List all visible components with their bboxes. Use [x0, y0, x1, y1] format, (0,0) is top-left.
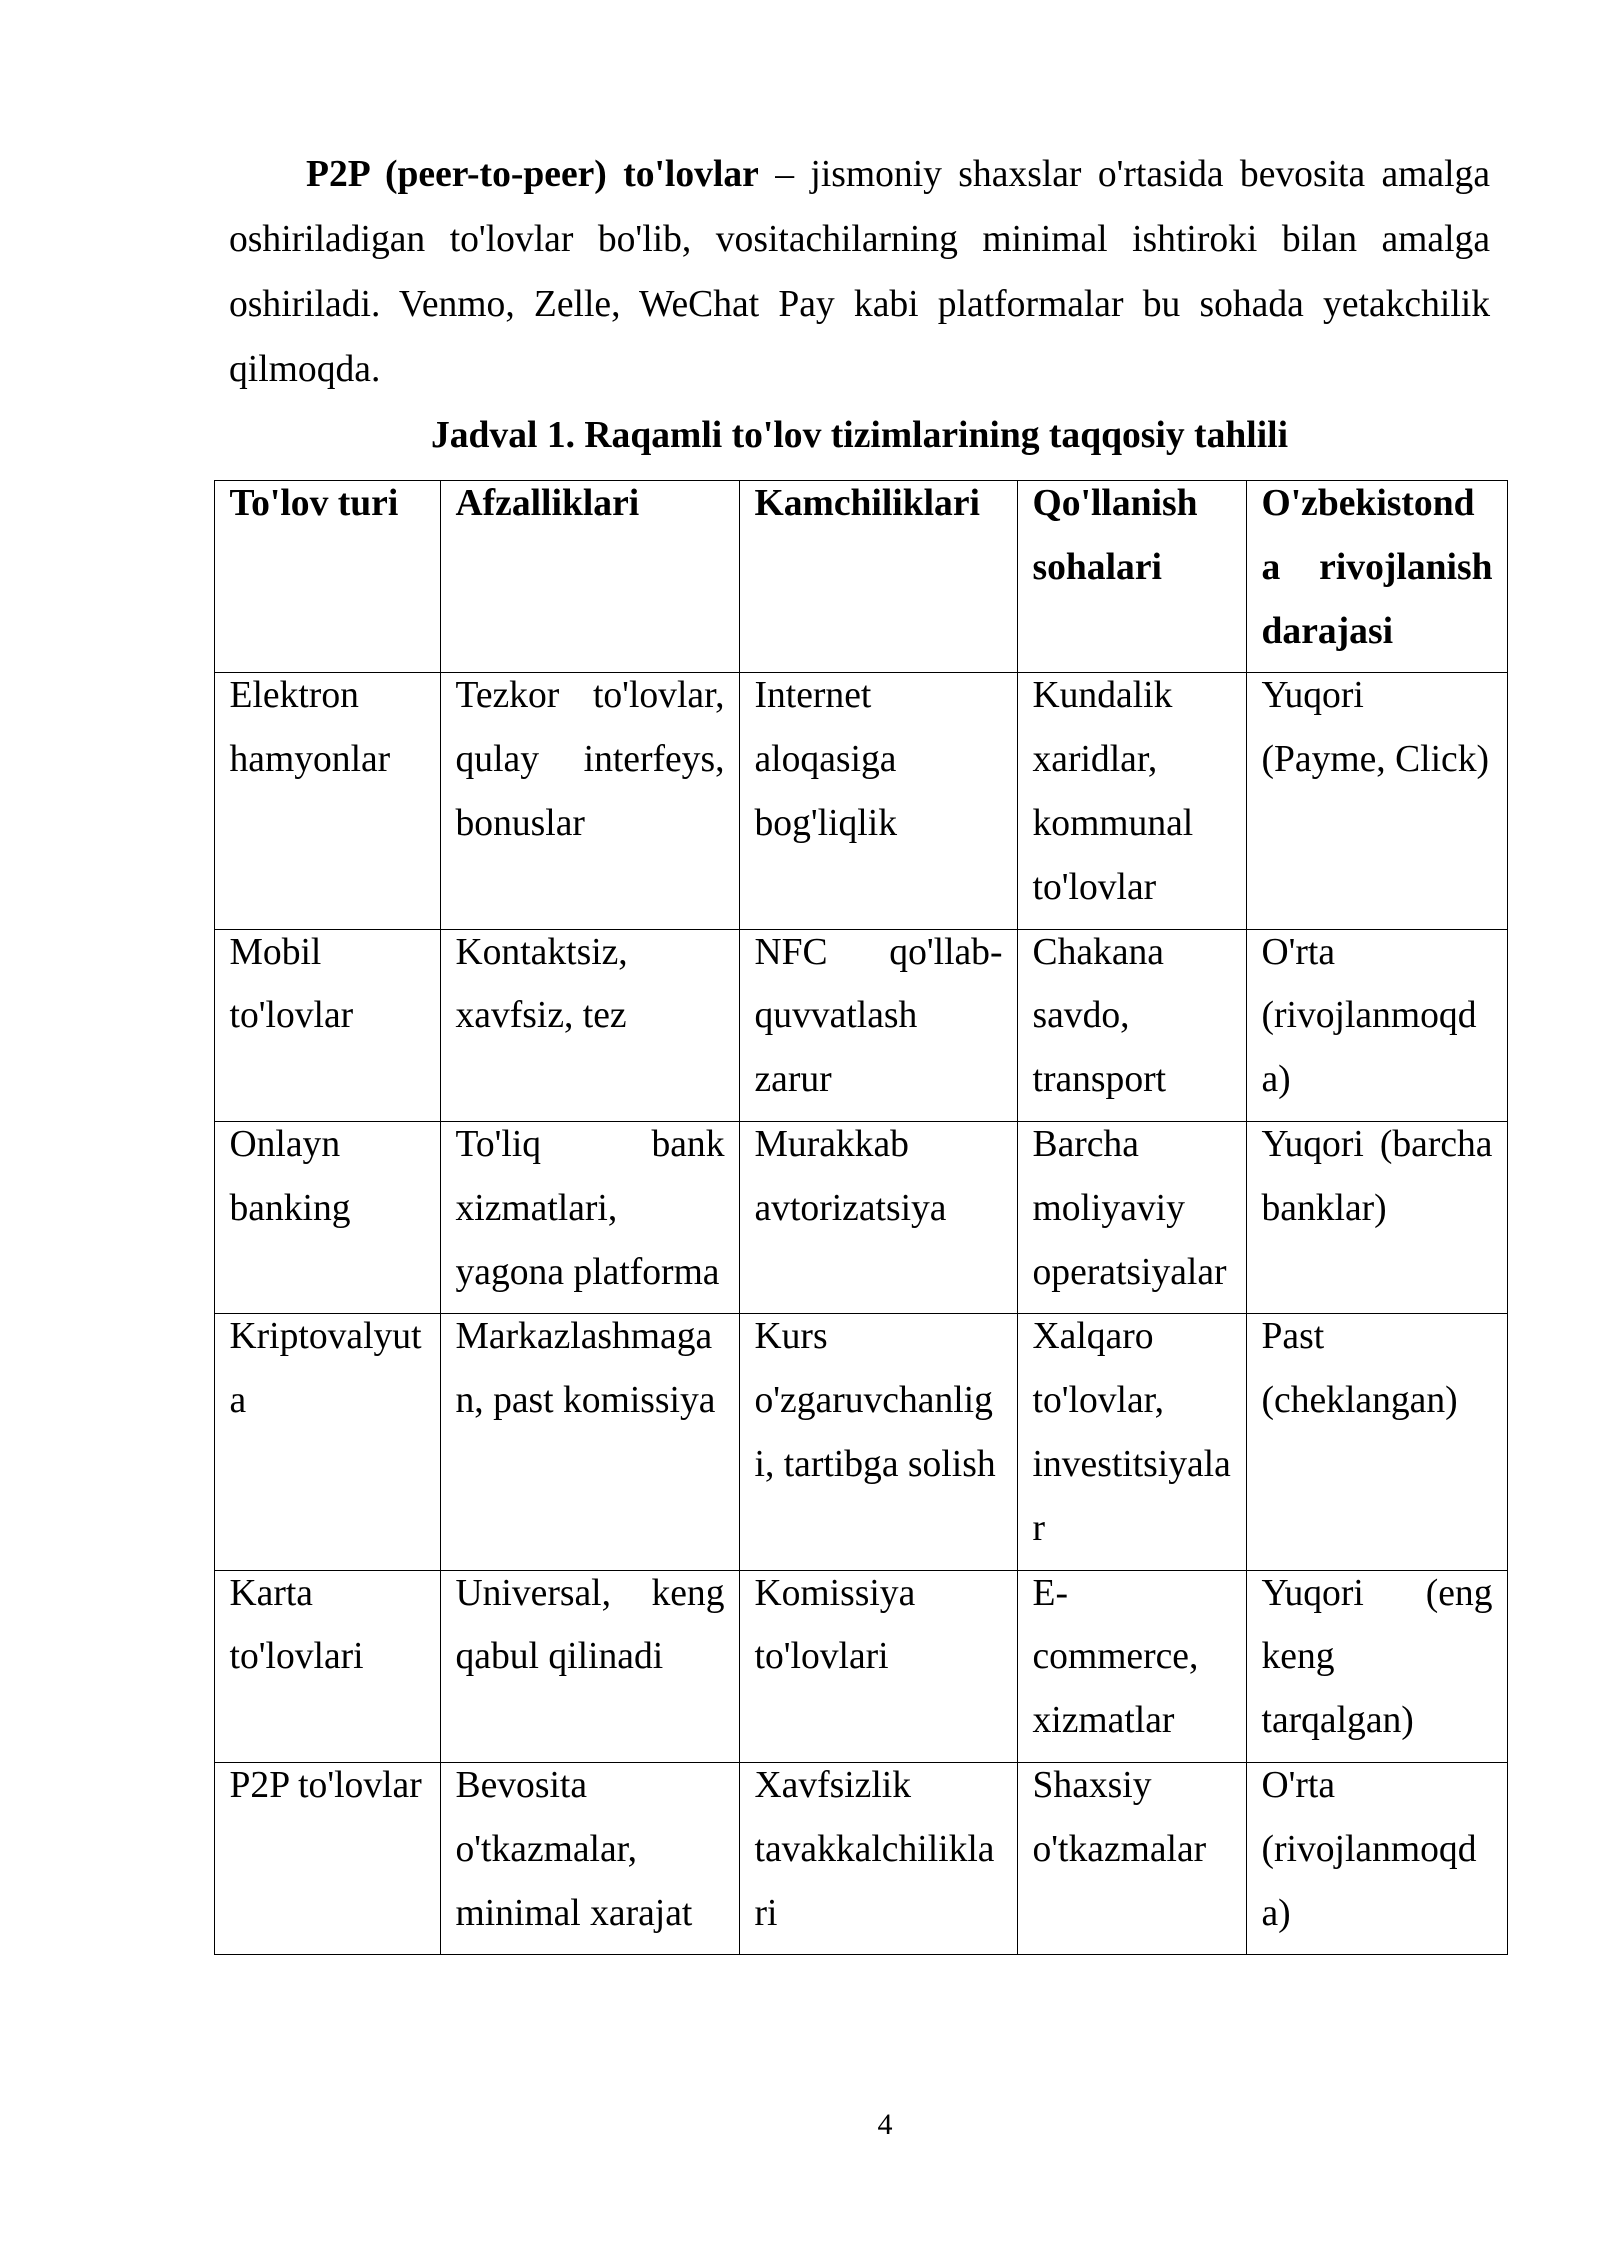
- cell-text: Yuqori (barcha banklar): [1261, 1123, 1493, 1229]
- header-uzbekistan-development: [1247, 481, 1508, 673]
- advantages-cell: [441, 1570, 740, 1762]
- cell-text: Kundalik xaridlar, kommunal to'lovlar: [1032, 675, 1194, 908]
- header-label: O'zbekistonda rivojlanish darajasi: [1261, 483, 1493, 652]
- uzbekistan-development-cell: [1247, 1314, 1508, 1570]
- cell-text: Kurs o'zgaruvchanligi, tartibga solish: [754, 1316, 996, 1485]
- application-areas-cell: [1018, 1314, 1247, 1570]
- advantages-cell: [441, 1762, 740, 1954]
- application-areas-cell: [1018, 1121, 1247, 1313]
- cell-text: Murakkab avtorizatsiya: [754, 1123, 947, 1229]
- payment-type-cell: [215, 1314, 441, 1570]
- payment-type-cell: [215, 1570, 441, 1762]
- payment-type-cell: [215, 929, 441, 1121]
- cell-text: Internet aloqasiga bog'liqlik: [754, 675, 897, 844]
- cell-text: Elektron hamyonlar: [229, 675, 391, 781]
- uzbekistan-development-cell: [1247, 673, 1508, 929]
- application-areas-cell: [1018, 1570, 1247, 1762]
- uzbekistan-development-cell: [1247, 1762, 1508, 1954]
- cell-text: Komissiya to'lovlari: [754, 1572, 916, 1678]
- table-row: [215, 673, 1508, 929]
- cell-text: Kriptovalyuta: [229, 1316, 422, 1422]
- cell-text: Kontaktsiz, xavfsiz, tez: [455, 931, 628, 1037]
- table-row: [215, 929, 1508, 1121]
- body-paragraph: [229, 142, 1490, 402]
- table-header-row: [215, 481, 1508, 673]
- header-disadvantages: [740, 481, 1018, 673]
- payment-type-cell: [215, 1121, 441, 1313]
- cell-text: Shaxsiy o'tkazmalar: [1032, 1764, 1207, 1870]
- disadvantages-cell: [740, 929, 1018, 1121]
- cell-text: Onlayn banking: [229, 1123, 351, 1229]
- table-row: [215, 1121, 1508, 1313]
- application-areas-cell: [1018, 929, 1247, 1121]
- header-payment-type: [215, 481, 441, 673]
- cell-text: O'rta (rivojlanmoqda): [1261, 1764, 1477, 1934]
- table-row: [215, 1314, 1508, 1570]
- cell-text: E-commerce, xizmatlar: [1032, 1572, 1199, 1742]
- table-row: [215, 1762, 1508, 1954]
- paragraph-term: P2P (peer-to-peer) to'lovlar: [306, 154, 759, 195]
- payment-type-cell: [215, 673, 441, 929]
- cell-text: To'liq bank xizmatlari, yagona platforma: [455, 1123, 725, 1293]
- header-advantages: [441, 481, 740, 673]
- cell-text: Markazlashmagan, past komissiya: [455, 1316, 716, 1422]
- cell-text: P2P to'lovlar: [229, 1764, 422, 1806]
- disadvantages-cell: [740, 673, 1018, 929]
- header-application-areas: [1018, 481, 1247, 673]
- cell-text: Past (cheklangan): [1261, 1316, 1458, 1422]
- advantages-cell: [441, 1314, 740, 1570]
- disadvantages-cell: [740, 1314, 1018, 1570]
- cell-text: Karta to'lovlari: [229, 1572, 364, 1678]
- cell-text: Xavfsizlik tavakkalchiliklari: [754, 1764, 995, 1934]
- header-label: Qo'llanish sohalari: [1032, 483, 1198, 588]
- cell-text: O'rta (rivojlanmoqda): [1261, 931, 1477, 1101]
- uzbekistan-development-cell: [1247, 1570, 1508, 1762]
- cell-text: Chakana savdo, transport: [1032, 931, 1167, 1101]
- disadvantages-cell: [740, 1121, 1018, 1313]
- cell-text: Yuqori (eng keng tarqalgan): [1261, 1572, 1493, 1742]
- cell-text: Xalqaro to'lovlar, investitsiyalar: [1032, 1316, 1231, 1549]
- header-label: Afzalliklari: [455, 483, 640, 524]
- advantages-cell: [441, 673, 740, 929]
- advantages-cell: [441, 929, 740, 1121]
- advantages-cell: [441, 1121, 740, 1313]
- cell-text: Universal, keng qabul qilinadi: [455, 1572, 725, 1678]
- header-label: Kamchiliklari: [754, 483, 980, 524]
- cell-text: Barcha moliyaviy operatsiyalar: [1032, 1123, 1227, 1293]
- disadvantages-cell: [740, 1762, 1018, 1954]
- cell-text: Tezkor to'lovlar, qulay interfeys, bonuslar: [455, 675, 725, 844]
- disadvantages-cell: [740, 1570, 1018, 1762]
- application-areas-cell: [1018, 1762, 1247, 1954]
- paragraph-text: – jismoniy shaxslar o'rtasida bevosita amalga oshiriladigan to'lovlar bo'lib, vositachilarning minimal ishtiroki bilan amalga oshiriladi. Venmo, Zelle, WeChat Pay kabi platformalar bu sohada yetakchilik qilmoqda.: [229, 154, 1490, 390]
- cell-text: Yuqori (Payme, Click): [1261, 675, 1490, 781]
- uzbekistan-development-cell: [1247, 929, 1508, 1121]
- table-row: [215, 1570, 1508, 1762]
- header-label: To'lov turi: [229, 483, 399, 524]
- page-number: 4: [877, 2108, 893, 2141]
- uzbekistan-development-cell: [1247, 1121, 1508, 1313]
- cell-text: Bevosita o'tkazmalar, minimal xarajat: [455, 1764, 693, 1934]
- cell-text: NFC qo'llab-quvvatlash zarur: [754, 931, 1003, 1101]
- table-caption: Jadval 1. Raqamli to'lov tizimlarining taqqosiy tahlili: [430, 415, 1289, 456]
- comparison-table: [214, 480, 1508, 1955]
- cell-text: Mobil to'lovlar: [229, 931, 354, 1037]
- payment-type-cell: [215, 1762, 441, 1954]
- application-areas-cell: [1018, 673, 1247, 929]
